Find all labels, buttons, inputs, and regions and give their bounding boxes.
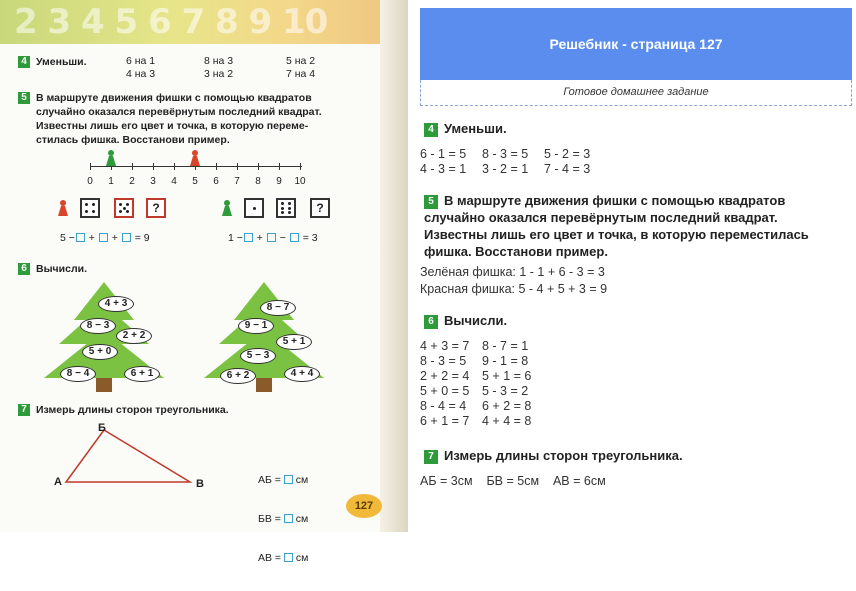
green-pawn-icon [106,150,116,166]
answer-box [284,553,293,562]
question-4-heading [424,120,507,137]
answer-row [420,414,531,429]
answer-box [284,514,293,523]
answer-cell: 6 + 1 = 7 [420,414,470,428]
red-pawn-icon [58,200,68,216]
task-4-item: 3 на 2 [204,68,234,80]
answer-cell: 7 - 4 = 3 [544,162,591,176]
tree-expression: 5 − 3 [240,348,276,364]
answer-cell: 9 - 1 = 8 [482,354,529,368]
answer-cell: 5 + 1 = 6 [482,369,532,383]
number-line-label: 4 [171,176,177,187]
tree-expression: 8 − 3 [80,318,116,334]
answer-line: Зелёная фишка: 1 - 1 + 6 - 3 = 3 [420,265,605,279]
tree-expression: 8 − 4 [60,366,96,382]
answer-cell: 6 - 1 = 5 [420,147,467,161]
answer-cell: 4 + 4 = 8 [482,414,532,428]
number-line-tick [258,163,259,170]
task-5-line: стилась фишка. Восстанови пример. [36,134,230,146]
question-title-line: В маршруте движения фишки с помощью квадратов [444,193,786,208]
die-one [244,198,264,218]
equation-left [60,232,150,244]
measure-row [258,513,308,526]
eq-part: = 3 [299,232,318,244]
unit-label: см [295,552,309,564]
task-4-item: 6 на 1 [126,55,156,67]
question-title-line: Известны лишь его цвет и точка, в которую переместилась [424,227,809,242]
eq-part: 1 − [228,232,243,244]
eq-part: − [276,232,289,244]
tree-expression: 6 + 2 [220,368,256,384]
question-mark: ? [316,201,324,215]
number-line-tick [300,163,301,170]
question-badge: 5 [424,195,438,209]
answer-row [420,339,528,354]
answer-line: АБ = 3см БВ = 5см АВ = 6см [420,474,606,488]
question-title-line: случайно оказался перевёрнутым последний квадрат. [424,210,778,225]
eq-part: = 9 [131,232,150,244]
question-title: Измерь длины сторон треугольника. [444,448,683,463]
number-line-label: 0 [87,176,93,187]
task-4-col-3 [286,55,315,81]
measure-list [258,448,308,591]
answer-panel [420,8,852,528]
triangle-figure [40,420,210,490]
answer-box [99,233,108,242]
number-line-label: 9 [276,176,282,187]
task-6-badge: 6 [18,263,30,275]
number-line-label: 1 [108,176,114,187]
tree-expression: 2 + 2 [116,328,152,344]
number-line-tick [132,163,133,170]
question-badge: 4 [424,123,438,137]
task-4-item: 7 на 4 [286,68,316,80]
vertex-label: В [196,478,204,490]
number-line [90,166,302,167]
unit-label: см [295,513,309,525]
task-5-line: случайно оказался перевёрнутым последний квадрат. [36,106,322,118]
tree-expression: 4 + 4 [284,366,320,382]
page-subtitle: Готовое домашнее задание [420,80,852,106]
task-5-line: Известны лишь его цвет и точка, в которую переме- [36,120,309,132]
number-line-label: 6 [213,176,219,187]
question-5-heading [424,192,809,260]
task-7-title: Измерь длины сторон треугольника. [36,404,229,416]
question-7-heading [424,447,683,464]
number-line-label: 7 [234,176,240,187]
die-six [276,198,296,218]
measure-row [258,474,308,487]
answer-row [420,369,531,384]
task-4-badge: 4 [18,56,30,68]
red-pawn-icon [190,150,200,166]
tree-expression: 8 − 7 [260,300,296,316]
question-title: Уменьши. [444,121,507,136]
number-line-tick [174,163,175,170]
answer-cell: 3 - 2 = 1 [482,162,529,176]
measure-row [258,552,308,565]
die-five [114,198,134,218]
measure-label: АБ = [258,474,281,486]
answer-box [244,233,253,242]
eq-part: 5 − [60,232,75,244]
answer-cell: 5 - 3 = 2 [482,384,529,398]
question-mark: ? [152,201,160,215]
number-line-tick [279,163,280,170]
number-line-tick [237,163,238,170]
number-line-label: 3 [150,176,156,187]
question-title: Вычисли. [444,313,508,328]
number-line-tick [153,163,154,170]
answer-cell: 5 - 2 = 3 [544,147,591,161]
green-pawn-icon [222,200,232,216]
task-4-item: 5 на 2 [286,55,316,67]
eq-part: + [253,232,266,244]
book-spine [380,0,408,532]
answer-row [420,384,528,399]
equation-right [228,232,318,244]
answer-cell: 8 - 3 = 5 [420,354,467,368]
answer-cell: 2 + 2 = 4 [420,369,470,383]
question-badge: 7 [424,450,438,464]
tree-expression: 5 + 0 [82,344,118,360]
task-7-badge: 7 [18,404,30,416]
task-5-badge: 5 [18,92,30,104]
task-4-item: 8 на 3 [204,55,234,67]
vertex-label: А [54,476,62,488]
question-badge: 6 [424,315,438,329]
answer-box [290,233,299,242]
band-digits: 2 3 4 5 6 7 8 9 10 [14,2,328,42]
answer-cell: 5 + 0 = 5 [420,384,470,398]
number-line-tick [90,163,91,170]
measure-label: БВ = [258,513,281,525]
decorative-digit-band [0,0,380,44]
die-unknown [310,198,330,218]
task-4-item: 4 на 3 [126,68,156,80]
tree-right [204,282,324,392]
answer-row [420,147,590,162]
answer-box [122,233,131,242]
question-title-line: фишка. Восстанови пример. [424,244,608,259]
answer-box [284,475,293,484]
answer-cell: 4 - 3 = 1 [420,162,467,176]
answer-cell: 8 - 7 = 1 [482,339,529,353]
number-line-label: 8 [255,176,261,187]
eq-part: + [108,232,121,244]
unit-label: см [295,474,309,486]
tree-expression: 5 + 1 [276,334,312,350]
answer-cell: 8 - 4 = 4 [420,399,467,413]
page-number-badge: 127 [346,494,382,518]
task-4-title: Уменьши. [36,56,87,68]
number-line-label: 10 [294,176,306,187]
question-6-heading [424,312,507,329]
task-6-title: Вычисли. [36,263,87,275]
answer-cell: 6 + 2 = 8 [482,399,532,413]
tree-expression: 4 + 3 [98,296,134,312]
tree-expression: 6 + 1 [124,366,160,382]
task-5-line: В маршруте движения фишки с помощью квадратов [36,92,312,104]
answer-cell: 8 - 3 = 5 [482,147,529,161]
measure-label: АВ = [258,552,282,564]
answer-line: Красная фишка: 5 - 4 + 5 + 3 = 9 [420,282,608,296]
answer-row [420,162,590,177]
number-line-label: 2 [129,176,135,187]
textbook-page [0,0,408,564]
die-unknown [146,198,166,218]
number-line-tick [216,163,217,170]
answer-box [267,233,276,242]
answer-row [420,354,528,369]
number-line-label: 5 [192,176,198,187]
answer-box [76,233,85,242]
tree-left [44,282,164,392]
tree-expression: 9 − 1 [238,318,274,334]
eq-part: + [85,232,98,244]
task-4-col-2 [204,55,233,81]
task-5-text [36,91,322,147]
die-four [80,198,100,218]
task-4-col-1 [126,55,155,81]
vertex-label: Б [98,422,106,434]
answer-row [420,399,531,414]
answer-cell: 4 + 3 = 7 [420,339,470,353]
page-title: Решебник - страница 127 [420,8,852,80]
